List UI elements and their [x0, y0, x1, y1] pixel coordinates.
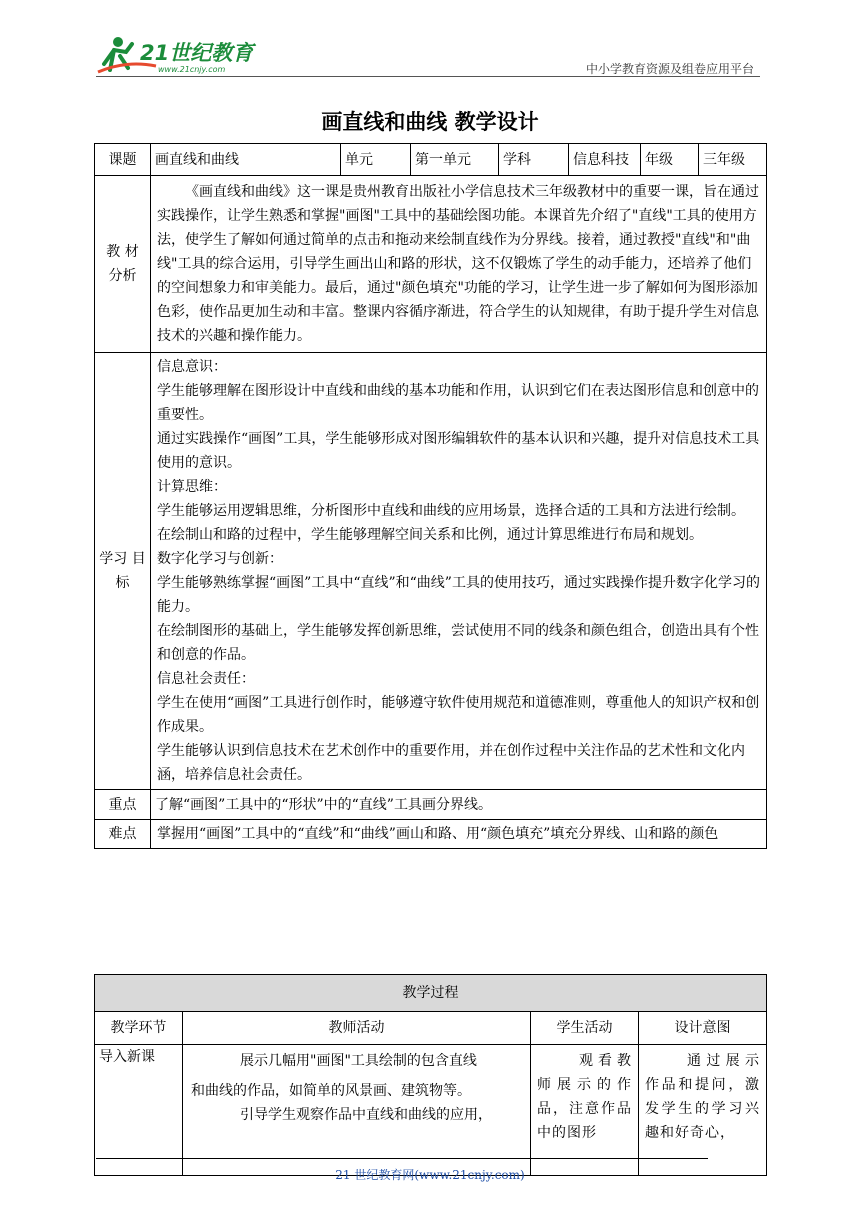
header-teacher: 教师活动	[183, 1012, 531, 1045]
course-info-table	[94, 143, 767, 849]
goal-line: 通过实践操作“画图”工具，学生能够形成对图形编辑软件的基本认识和兴趣，提升对信息技术工具使用的意识。	[157, 431, 760, 471]
unit-value: 第一单元	[411, 144, 499, 176]
stage-cell: 导入新课	[95, 1045, 183, 1176]
teacher-line: 引导学生观察作品中直线和曲线的应用，	[240, 1107, 492, 1123]
teaching-process-table	[94, 974, 767, 1176]
difficulty-text: 掌握用“画图”工具中的“直线”和“曲线”画山和路、用“颜色填充”填充分界线、山和路的颜色	[151, 820, 767, 849]
goal-line: 学生能够认识到信息技术在艺术创作中的重要作用，并在创作过程中关注作品的艺术性和文化内涵，培养信息社会责任。	[157, 743, 745, 783]
logo-21cnjy	[96, 34, 276, 76]
header-divider	[96, 76, 760, 77]
teacher-line: 展示几幅用"画图"工具绘制的包含直线	[240, 1053, 477, 1069]
document-title: 画直线和曲线 教学设计	[321, 110, 539, 134]
goal-line: 在绘制图形的基础上，学生能够发挥创新思维，尝试使用不同的线条和颜色组合，创造出具有个性和创意的作品。	[157, 623, 759, 663]
logo-url: www.21cnjy.com	[158, 65, 226, 74]
header-intent: 设计意图	[639, 1012, 767, 1045]
teacher-line: 和曲线的作品，如简单的风景画、建筑物等。	[191, 1083, 471, 1099]
grade-value: 三年级	[699, 144, 767, 176]
key-point-label: 重点	[95, 790, 151, 820]
difficulty-label: 难点	[95, 820, 151, 849]
footer-text: 21 世纪教育网(www.21cnjy.com)	[335, 1168, 525, 1182]
key-point-text: 了解“画图”工具中的“形状”中的“直线”工具画分界线。	[151, 790, 767, 820]
header-stage: 教学环节	[95, 1012, 183, 1045]
platform-name: 中小学教育资源及组卷应用平台	[585, 62, 754, 76]
teacher-activity	[183, 1045, 531, 1176]
process-title: 教学过程	[95, 975, 767, 1012]
unit-label: 单元	[341, 144, 411, 176]
header-student: 学生活动	[531, 1012, 639, 1045]
goal-line: 学生能够运用逻辑思维，分析图形中直线和曲线的应用场景，选择合适的工具和方法进行绘制。	[157, 503, 745, 519]
goal-line: 在绘制山和路的过程中，学生能够理解空间关系和比例，通过计算思维进行布局和规划。	[157, 527, 703, 543]
goals-content	[151, 353, 767, 790]
subject-value: 信息科技	[569, 144, 641, 176]
goal-line: 学生在使用“画图”工具进行创作时，能够遵守软件使用规范和道德准则，尊重他人的知识产权和创作成果。	[157, 695, 760, 735]
analysis-text: 《画直线和曲线》这一课是贵州教育出版社小学信息技术三年级教材中的重要一课，旨在通过实践操作，让学生熟悉和掌握"画图"工具中的基础绘图功能。本课首先介绍了"直线"工具的使用方法，使学生了解如何通过简单的点击和拖动来绘制直线作为分界线。接着，通过教授"直线"和"曲线"工具的综合运用，引导学生画出山和路的形状，这不仅锻炼了学生的动手能力，还培养了他们的空间想象力和审美能力。最后，通过"颜色填充"功能的学习，让学生进一步了解如何为图形添加色彩，使作品更加生动和丰富。整课内容循序渐进，符合学生的认知规律，有助于提升学生对信息技术的兴趣和操作能力。	[151, 176, 767, 353]
goal-line: 信息社会责任：	[157, 671, 255, 687]
goal-line: 数字化学习与创新：	[157, 551, 283, 567]
goal-line: 学生能够熟练掌握“画图”工具中“直线”和“曲线”工具的使用技巧，通过实践操作提升数字化学习的能力。	[157, 575, 760, 615]
goal-line: 计算思维：	[157, 479, 227, 495]
goal-line: 学生能够理解在图形设计中直线和曲线的基本功能和作用，认识到它们在表达图形信息和创意中的重要性。	[157, 383, 759, 423]
design-intent: 通过展示作品和提问，激发学生的学习兴趣和好奇心，	[639, 1045, 767, 1176]
subject-label: 学科	[499, 144, 569, 176]
course-label: 课题	[95, 144, 151, 176]
page-header	[96, 30, 760, 78]
footer-divider	[96, 1158, 708, 1159]
student-activity: 观看教师展示的作品，注意作品中的图形	[531, 1045, 639, 1176]
grade-label: 年级	[641, 144, 699, 176]
analysis-label: 教 材 分析	[95, 176, 151, 353]
course-value: 画直线和曲线	[151, 144, 341, 176]
goal-line: 信息意识：	[157, 359, 227, 375]
logo-text: 21世纪教育	[140, 41, 254, 65]
goals-label: 学习 目标	[95, 353, 151, 790]
